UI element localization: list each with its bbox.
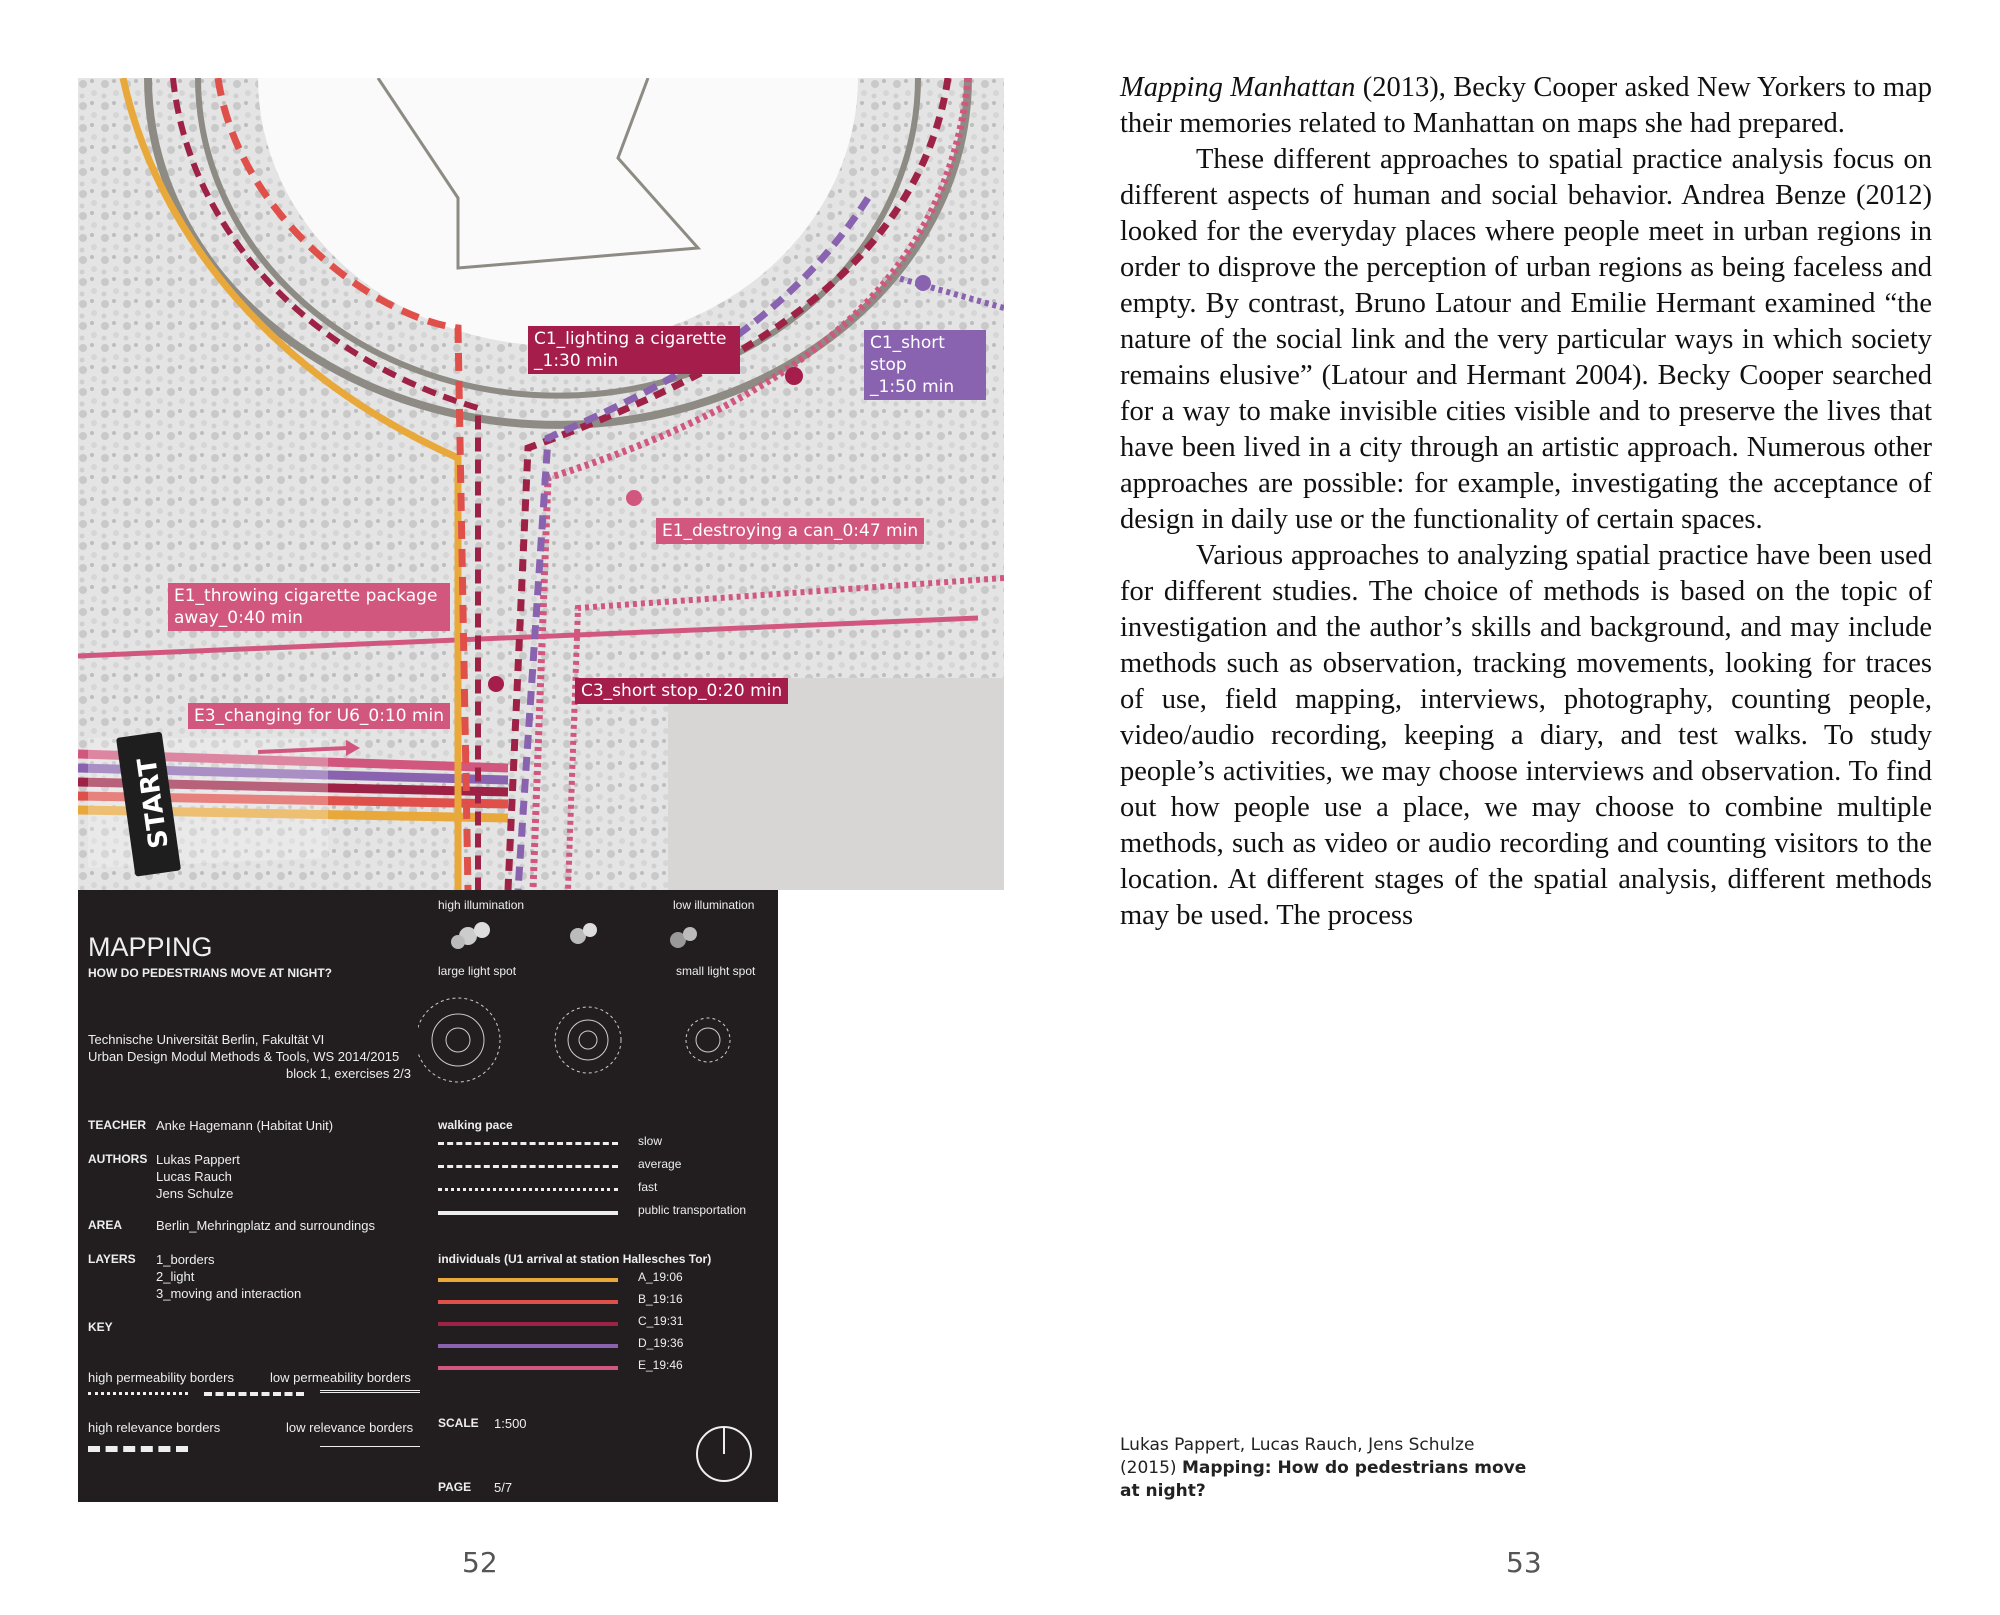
individual-label: D_19:36 <box>638 1336 684 1350</box>
low-relevance-label: low relevance borders <box>286 1420 414 1435</box>
page-number: 53 <box>1506 1546 1542 1579</box>
author-name: Lucas Rauch <box>156 1169 232 1184</box>
layer-item: 2_light <box>156 1269 195 1284</box>
figure-caption <box>1120 1434 1540 1503</box>
high-permeability-label: high permeability borders <box>88 1370 234 1385</box>
low-permeability-label: low permeability borders <box>270 1370 411 1385</box>
high-illumination-label: high illumination <box>438 898 525 912</box>
pace-label: public transportation <box>638 1203 747 1217</box>
teacher-key: TEACHER <box>88 1118 147 1132</box>
page-number: 52 <box>462 1546 498 1579</box>
map-annotation: C3_short stop_0:20 min <box>575 678 788 704</box>
author-name: Jens Schulze <box>156 1186 234 1201</box>
legend-title: MAPPING <box>88 932 213 962</box>
body-text <box>1120 70 1932 934</box>
pedestrian-map <box>78 78 1004 890</box>
individual-label: A_19:06 <box>638 1270 683 1284</box>
individual-swatch <box>438 1344 618 1348</box>
author-name: Lukas Pappert <box>156 1152 240 1167</box>
area-key: AREA <box>88 1218 123 1232</box>
map-annotation: C1_short stop _1:50 min <box>864 330 986 400</box>
map-annotation: E1_throwing cigarette package away_0:40 min <box>168 583 450 631</box>
caption-title: Mapping: How do pedestrians move at night? <box>1120 1458 1527 1501</box>
layer-item: 3_moving and interaction <box>156 1286 302 1301</box>
medium-permeability-swatch <box>204 1392 304 1396</box>
light-radius-icons <box>418 990 778 1110</box>
caption-authors: Lukas Pappert, Lucas Rauch, Jens Schulze <box>1120 1435 1475 1455</box>
key-label: KEY <box>88 1320 113 1334</box>
scale-value: 1:500 <box>494 1416 527 1431</box>
high-permeability-swatch <box>88 1392 188 1395</box>
teacher-value: Anke Hagemann (Habitat Unit) <box>156 1118 334 1133</box>
legend-subtitle: HOW DO PEDESTRIANS MOVE AT NIGHT? <box>88 966 333 980</box>
start-label: START <box>132 755 175 851</box>
layer-item: 1_borders <box>156 1252 215 1267</box>
pace-fast-swatch <box>438 1188 618 1191</box>
page-value: 5/7 <box>494 1480 513 1495</box>
area-value: Berlin_Mehringplatz and surroundings <box>156 1218 375 1233</box>
map-drawing <box>78 78 1004 890</box>
pace-label: fast <box>638 1180 658 1194</box>
paragraph: Mapping Manhattan (2013), Becky Cooper asked New Yorkers to map their memories related to Manhattan on maps she had prepared. <box>1120 72 1932 139</box>
individual-swatch <box>438 1322 618 1326</box>
individual-label: E_19:46 <box>638 1358 683 1372</box>
map-annotation: E1_destroying a can_0:47 min <box>656 518 924 544</box>
map-legend <box>78 890 778 1502</box>
pace-transport-swatch <box>438 1211 618 1215</box>
caption-title-line <box>1120 1457 1540 1503</box>
low-permeability-swatch <box>320 1390 420 1399</box>
small-light-spot-label: small light spot <box>676 964 756 978</box>
layers-key: LAYERS <box>88 1252 136 1266</box>
authors-key: AUTHORS <box>88 1152 148 1166</box>
north-arrow-icon <box>694 1424 754 1484</box>
low-illumination-label: low illumination <box>673 898 755 912</box>
paragraph: These different approaches to spatial practice analysis focus on different aspects of human and social behavior. Andrea Benze (2012) looked for the everyday places where people meet in urban regions in order to disprove the perception of urban regions as being faceless and empty. By contrast, Bruno Latour and Emilie Hermant examined “the nature of the social link and the very particular ways in which society remains elusive” (Latour and Hermant 2004). Becky Cooper searched for a way to make invisible cities visible and to preserve the lives that have been lived in a city through an artistic approach. Numerous other approaches are possible: for example, investigating the acceptance of design in daily use or the functionality of certain spaces. <box>1120 144 1932 535</box>
scale-key: SCALE <box>438 1416 479 1430</box>
individual-swatch <box>438 1366 618 1370</box>
individual-label: B_19:16 <box>638 1292 683 1306</box>
individuals-title: individuals (U1 arrival at station Hallesches Tor) <box>438 1252 712 1266</box>
individual-swatch <box>438 1278 618 1282</box>
map-annotation: C1_lighting a cigarette _1:30 min <box>528 326 740 374</box>
pace-slow-swatch <box>438 1142 618 1145</box>
map-annotation: E3_changing for U6_0:10 min <box>188 703 450 729</box>
large-light-spot-label: large light spot <box>438 964 517 978</box>
pace-label: slow <box>638 1134 663 1148</box>
individual-swatch <box>438 1300 618 1304</box>
walking-pace-title: walking pace <box>438 1118 513 1132</box>
paragraph: Various approaches to analyzing spatial practice have been used for different studies. The choice of methods is based on the topic of investigation and the author’s skills and background, and may include methods such as observation, tracking movements, looking for traces of use, field mapping, interviews, photography, counting people, video/audio recording, keeping a diary, and test walks. To study people’s activities, we may choose interviews and observation. To find out how people use a place, we may choose to combine multiple methods, such as video or audio recording and counting visitors to the location. At different stages of the spatial analysis, different methods may be used. The process <box>1120 540 1932 931</box>
low-relevance-swatch <box>320 1446 420 1447</box>
pace-label: average <box>638 1157 682 1171</box>
institution-line: Technische Universität Berlin, Fakultät VI <box>88 1032 325 1047</box>
high-relevance-swatch <box>88 1446 188 1452</box>
institution-line: block 1, exercises 2/3 <box>286 1066 412 1081</box>
page-key: PAGE <box>438 1480 472 1494</box>
individual-label: C_19:31 <box>638 1314 684 1328</box>
institution-line: Urban Design Modul Methods & Tools, WS 2014/2015 <box>88 1049 400 1064</box>
pace-average-swatch <box>438 1165 618 1168</box>
high-relevance-label: high relevance borders <box>88 1420 221 1435</box>
caption-year: (2015) <box>1120 1458 1177 1478</box>
